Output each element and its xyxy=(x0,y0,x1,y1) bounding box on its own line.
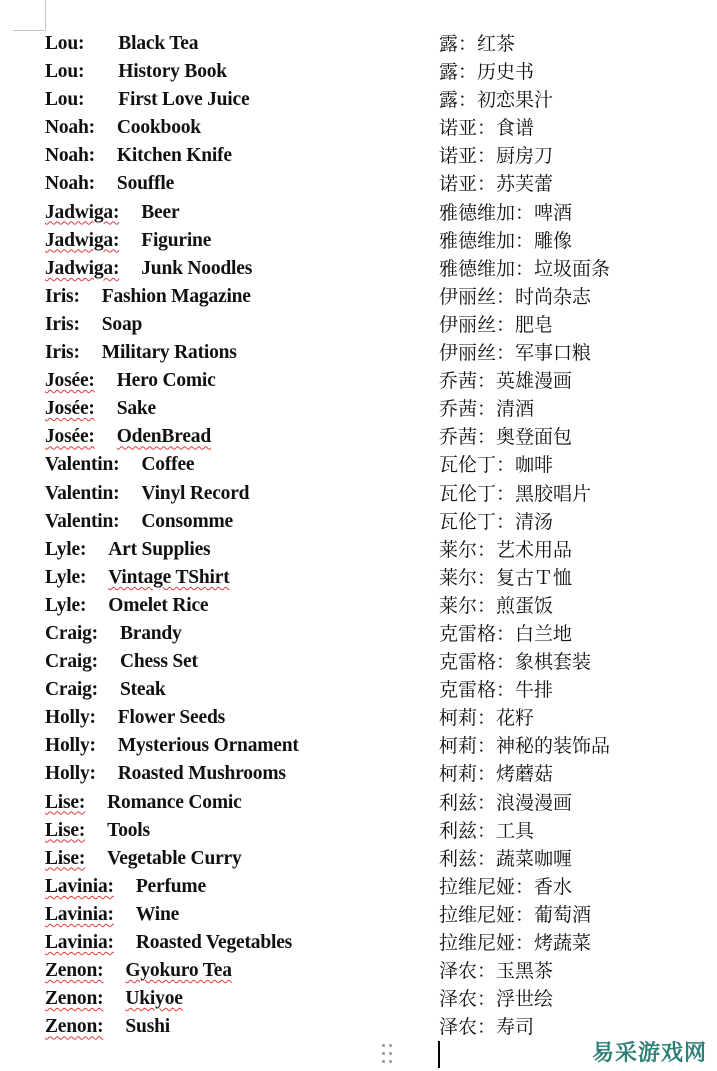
gift-item: Coffee xyxy=(141,454,195,476)
speaker-name: Valentin: xyxy=(45,454,120,476)
speaker-name: Valentin: xyxy=(45,510,120,532)
gift-item: Sake xyxy=(116,398,156,420)
gift-item: Mysterious Ornament xyxy=(117,735,299,757)
gift-item: Soap xyxy=(101,313,143,335)
chinese-line[interactable]: 乔茜：英雄漫画 xyxy=(439,370,573,393)
speaker-name: Lyle: xyxy=(45,566,87,588)
chinese-line[interactable]: 雅德维加：雕像 xyxy=(439,229,573,252)
gift-item: Romance Comic xyxy=(107,791,242,813)
english-line[interactable] xyxy=(45,564,405,592)
chinese-line[interactable]: 柯莉：神秘的装饰品 xyxy=(439,735,611,758)
english-line[interactable] xyxy=(45,873,405,901)
english-line[interactable] xyxy=(45,929,405,957)
chinese-line[interactable]: 乔茜：奥登面包 xyxy=(439,426,573,449)
english-line[interactable] xyxy=(45,255,405,283)
chinese-line[interactable]: 伊丽丝：时尚杂志 xyxy=(439,285,592,308)
gift-item: Beer xyxy=(141,201,180,223)
gift-item: Sushi xyxy=(125,1016,170,1038)
english-line[interactable] xyxy=(45,451,405,479)
speaker-name: Iris: xyxy=(45,342,80,364)
english-line[interactable] xyxy=(45,199,405,227)
gift-item: First Love Juice xyxy=(118,89,250,111)
speaker-name: Lavinia: xyxy=(45,903,114,925)
gift-item: Hero Comic xyxy=(116,370,216,392)
chinese-line[interactable]: 伊丽丝：肥皂 xyxy=(439,313,554,336)
chinese-line[interactable]: 莱尔：煎蛋饭 xyxy=(439,594,554,617)
gift-item: Vegetable Curry xyxy=(107,847,242,869)
chinese-line[interactable]: 泽农：浮世绘 xyxy=(439,988,554,1011)
english-line[interactable] xyxy=(45,58,405,86)
chinese-line[interactable]: 柯莉：烤蘑菇 xyxy=(439,763,554,786)
chinese-line[interactable]: 雅德维加：啤酒 xyxy=(439,201,573,224)
chinese-line[interactable]: 露：历史书 xyxy=(439,61,535,84)
gift-item: Black Tea xyxy=(118,33,199,54)
gift-item: Cookbook xyxy=(116,117,201,139)
english-line[interactable] xyxy=(45,789,405,817)
chinese-line[interactable]: 柯莉：花籽 xyxy=(439,707,535,730)
speaker-name: Craig: xyxy=(45,651,98,673)
english-line[interactable] xyxy=(45,367,405,395)
english-line[interactable] xyxy=(45,592,405,620)
speaker-name: Iris: xyxy=(45,313,80,335)
english-line[interactable] xyxy=(45,536,405,564)
gift-item: Fashion Magazine xyxy=(101,285,251,307)
gift-item: Kitchen Knife xyxy=(116,145,232,167)
chinese-line[interactable]: 克雷格：牛排 xyxy=(439,679,554,702)
gift-item: OdenBread xyxy=(116,426,211,448)
speaker-name: Lise: xyxy=(45,819,86,841)
chinese-line[interactable]: 伊丽丝：军事口粮 xyxy=(439,342,592,365)
english-line[interactable] xyxy=(45,620,405,648)
speaker-name: Holly: xyxy=(45,763,96,785)
page-margin-corner-mark xyxy=(13,0,46,31)
speaker-name: Craig: xyxy=(45,622,98,644)
chinese-line[interactable]: 瓦伦丁：黑胶唱片 xyxy=(439,482,592,505)
speaker-name: Lise: xyxy=(45,847,86,869)
speaker-name: Iris: xyxy=(45,285,80,307)
chinese-line[interactable]: 瓦伦丁：咖啡 xyxy=(439,454,554,477)
english-line[interactable] xyxy=(45,395,405,423)
block-drag-handle-icon[interactable] xyxy=(381,1043,395,1065)
gift-item: Souffle xyxy=(116,173,175,195)
chinese-line[interactable]: 利兹：蔬菜咖喱 xyxy=(439,847,573,870)
gift-item: Omelet Rice xyxy=(108,594,209,616)
speaker-name: Jadwiga: xyxy=(45,201,120,223)
english-line[interactable] xyxy=(45,648,405,676)
english-line[interactable] xyxy=(45,676,405,704)
chinese-line[interactable]: 诺亚：食谱 xyxy=(439,117,535,140)
speaker-name: Jadwiga: xyxy=(45,229,120,251)
speaker-name: Jadwiga: xyxy=(45,257,120,279)
english-column xyxy=(45,30,405,1041)
chinese-line[interactable]: 拉维尼娅：香水 xyxy=(439,875,573,898)
gift-item: Roasted Vegetables xyxy=(135,932,293,953)
chinese-line[interactable]: 乔茜：清酒 xyxy=(439,398,535,421)
gift-item: Steak xyxy=(119,679,166,701)
english-line[interactable] xyxy=(45,339,405,367)
english-line[interactable] xyxy=(45,901,405,929)
speaker-name: Noah: xyxy=(45,145,95,167)
speaker-name: Josée: xyxy=(45,426,95,448)
gift-item: Vintage TShirt xyxy=(108,566,230,588)
gift-item: Chess Set xyxy=(119,651,198,673)
chinese-line[interactable]: 露：红茶 xyxy=(439,33,516,55)
english-line[interactable] xyxy=(45,311,405,339)
gift-item: Figurine xyxy=(141,229,212,251)
english-line[interactable] xyxy=(45,142,405,170)
english-line[interactable] xyxy=(45,508,405,536)
chinese-line[interactable]: 拉维尼娅：烤蔬菜 xyxy=(439,932,592,954)
speaker-name: Lyle: xyxy=(45,594,87,616)
gift-item: Tools xyxy=(107,819,150,841)
english-line[interactable] xyxy=(45,732,405,760)
gift-item: History Book xyxy=(118,61,227,83)
speaker-name: Noah: xyxy=(45,173,95,195)
chinese-line[interactable]: 泽农：寿司 xyxy=(439,1016,535,1039)
chinese-line[interactable]: 莱尔：复古Ｔ恤 xyxy=(439,566,573,589)
speaker-name: Valentin: xyxy=(45,482,120,504)
speaker-name: Josée: xyxy=(45,398,95,420)
speaker-name: Holly: xyxy=(45,735,96,757)
speaker-name: Lou: xyxy=(45,89,85,111)
speaker-name: Lou: xyxy=(45,33,85,54)
chinese-line[interactable]: 诺亚：苏芙蕾 xyxy=(439,173,554,196)
speaker-name: Zenon: xyxy=(45,1016,104,1038)
chinese-line[interactable]: 露：初恋果汁 xyxy=(439,89,554,112)
english-line[interactable] xyxy=(45,1013,405,1041)
speaker-name: Lyle: xyxy=(45,538,87,560)
speaker-name: Craig: xyxy=(45,679,98,701)
chinese-line[interactable]: 利兹：浪漫漫画 xyxy=(439,791,573,814)
gift-item: Consomme xyxy=(141,510,233,532)
english-line[interactable] xyxy=(45,30,405,58)
gift-item: Perfume xyxy=(135,875,206,897)
speaker-name: Lavinia: xyxy=(45,875,114,897)
gift-item: Art Supplies xyxy=(108,538,211,560)
chinese-line[interactable]: 克雷格：象棋套装 xyxy=(439,651,592,674)
chinese-line[interactable]: 利兹：工具 xyxy=(439,819,535,842)
gift-item: Brandy xyxy=(119,622,182,644)
speaker-name: Lou: xyxy=(45,61,85,83)
english-line[interactable] xyxy=(45,423,405,451)
speaker-name: Josée: xyxy=(45,370,95,392)
english-line[interactable] xyxy=(45,283,405,311)
english-line[interactable] xyxy=(45,817,405,845)
english-line[interactable] xyxy=(45,86,405,114)
english-line[interactable] xyxy=(45,704,405,732)
speaker-name: Noah: xyxy=(45,117,95,139)
english-line[interactable] xyxy=(45,114,405,142)
gift-item: Ukiyoe xyxy=(125,988,183,1010)
english-line[interactable] xyxy=(45,480,405,508)
chinese-line[interactable]: 诺亚：厨房刀 xyxy=(439,145,554,168)
english-line[interactable] xyxy=(45,957,405,985)
chinese-line[interactable]: 莱尔：艺术用品 xyxy=(439,538,573,561)
gift-item: Flower Seeds xyxy=(117,707,225,729)
speaker-name: Zenon: xyxy=(45,988,104,1010)
chinese-line[interactable]: 雅德维加：垃圾面条 xyxy=(439,257,611,280)
chinese-line[interactable]: 泽农：玉黑茶 xyxy=(439,960,554,983)
speaker-name: Lavinia: xyxy=(45,932,114,953)
chinese-line[interactable]: 拉维尼娅：葡萄酒 xyxy=(439,903,592,926)
english-line[interactable] xyxy=(45,845,405,873)
gift-item: Wine xyxy=(135,903,180,925)
chinese-line[interactable]: 瓦伦丁：清汤 xyxy=(439,510,554,533)
english-line[interactable] xyxy=(45,170,405,198)
gift-item: Junk Noodles xyxy=(141,257,253,279)
english-line[interactable] xyxy=(45,760,405,788)
speaker-name: Zenon: xyxy=(45,960,104,982)
site-watermark: 易采游戏网 xyxy=(592,1040,708,1066)
gift-item: Gyokuro Tea xyxy=(125,960,232,982)
gift-item: Roasted Mushrooms xyxy=(117,763,286,785)
english-line[interactable] xyxy=(45,985,405,1013)
english-line[interactable] xyxy=(45,227,405,255)
chinese-column xyxy=(439,30,709,1041)
speaker-name: Lise: xyxy=(45,791,86,813)
speaker-name: Holly: xyxy=(45,707,96,729)
gift-item: Military Rations xyxy=(101,342,237,364)
text-cursor xyxy=(438,1041,440,1068)
gift-item: Vinyl Record xyxy=(141,482,250,504)
chinese-line[interactable]: 克雷格：白兰地 xyxy=(439,622,573,645)
